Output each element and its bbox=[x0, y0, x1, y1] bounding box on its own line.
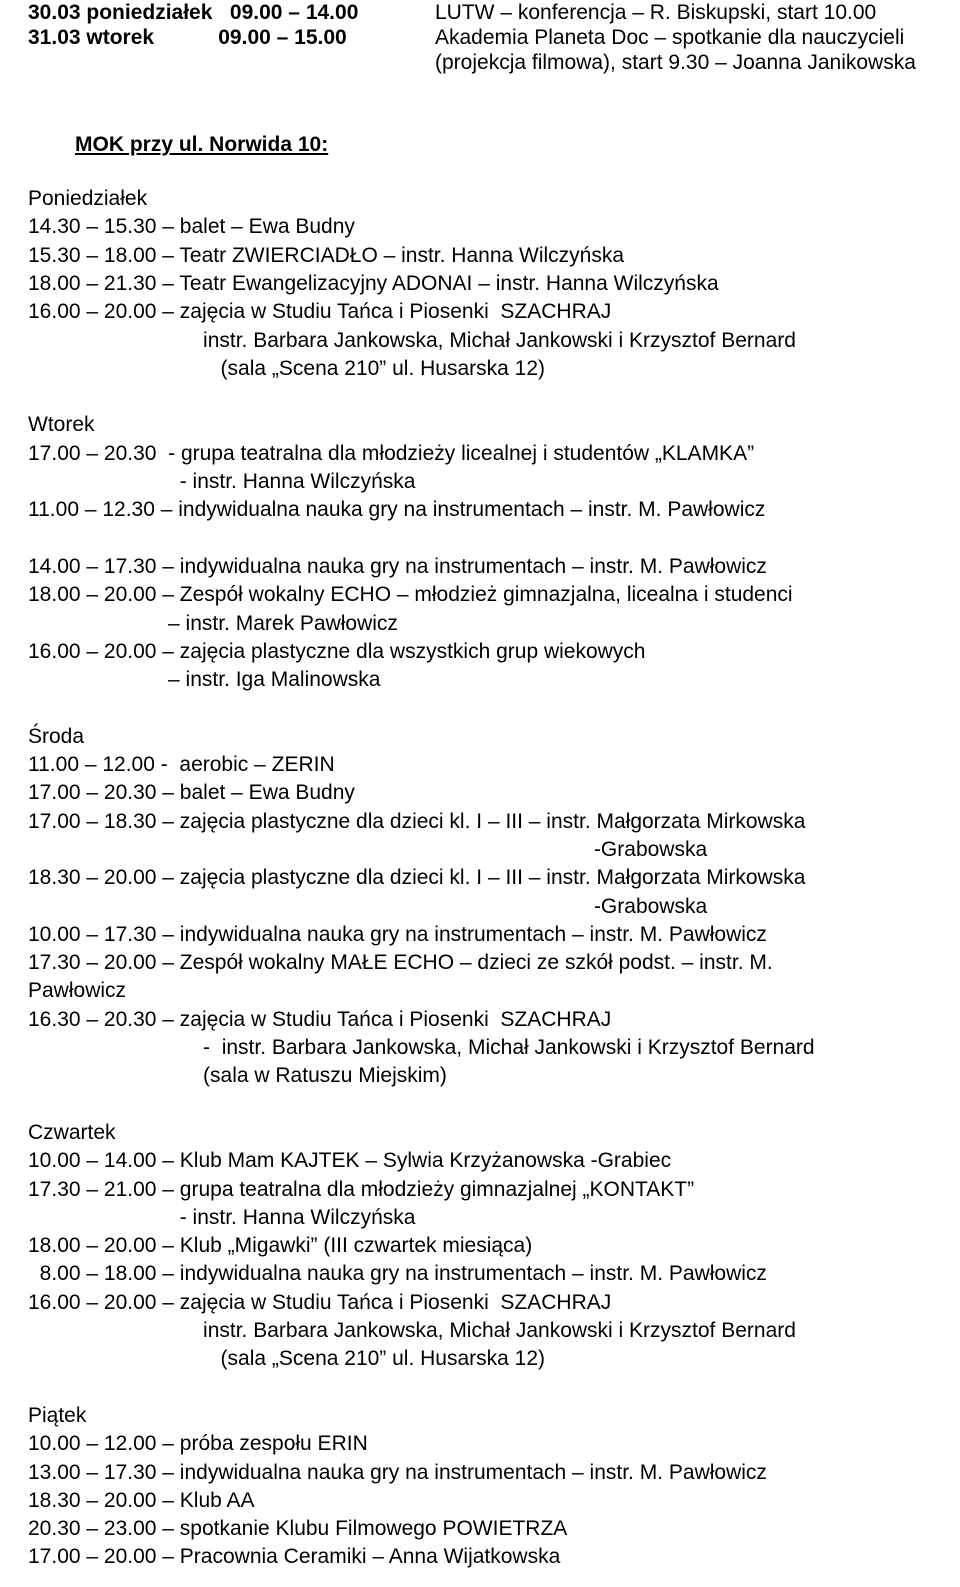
schedule-line: 18.00 – 20.00 – Zespół wokalny ECHO – młodzież gimnazjalna, licealna i studenci bbox=[28, 583, 793, 607]
schedule-line: 17.30 – 20.00 – Zespół wokalny MAŁE ECHO – dzieci ze szkół podst. – instr. M. bbox=[28, 951, 773, 975]
schedule-line: 17.30 – 21.00 – grupa teatralna dla młodzieży gimnazjalnej „KONTAKT” bbox=[28, 1177, 695, 1201]
schedule-line: 13.00 – 17.30 – indywidualna nauka gry na instrumentach – instr. M. Pawłowicz bbox=[28, 1460, 767, 1484]
schedule-line: 17.00 – 20.30 - grupa teatralna dla młodzieży licealnej i studentów „KLAMKA” bbox=[28, 441, 755, 465]
schedule-line: 10.00 – 14.00 – Klub Mam KAJTEK – Sylwia Krzyżanowska -Grabiec bbox=[28, 1149, 672, 1173]
schedule-line: - instr. Hanna Wilczyńska bbox=[28, 470, 416, 493]
schedule-line: Wtorek bbox=[28, 413, 95, 437]
schedule-line: 17.00 – 20.30 – balet – Ewa Budny bbox=[28, 781, 355, 805]
schedule-line: 10.00 – 12.00 – próba zespołu ERIN bbox=[28, 1432, 368, 1456]
schedule-line: 14.30 – 15.30 – balet – Ewa Budny bbox=[28, 215, 355, 239]
schedule-line: Poniedziałek bbox=[28, 187, 148, 210]
schedule-line: 16.00 – 20.00 – zajęcia w Studiu Tańca i Piosenki SZACHRAJ bbox=[28, 300, 612, 324]
schedule-line: (sala „Scena 210” ul. Husarska 12) bbox=[28, 356, 546, 380]
schedule-line: 18.00 – 20.00 – Klub „Migawki” (III czwartek miesiąca) bbox=[28, 1234, 533, 1258]
schedule-line: – instr. Iga Malinowska bbox=[28, 668, 381, 692]
header-row-2-date: 31.03 wtorek 09.00 – 15.00 bbox=[28, 26, 347, 49]
schedule-line: - instr. Hanna Wilczyńska bbox=[28, 1205, 416, 1229]
schedule-line: 18.30 – 20.00 – zajęcia plastyczne dla dzieci kl. I – III – instr. Małgorzata Mirkowska bbox=[28, 866, 806, 890]
header-continuation: (projekcja filmowa), start 9.30 – Joanna Janikowska bbox=[435, 51, 916, 74]
schedule-line: (sala „Scena 210” ul. Husarska 12) bbox=[28, 1347, 546, 1371]
schedule-line: 8.00 – 18.00 – indywidualna nauka gry na instrumentach – instr. M. Pawłowicz bbox=[28, 1262, 767, 1286]
header-row-1-date: 30.03 poniedziałek 09.00 – 14.00 bbox=[28, 1, 359, 24]
header-row-1-desc: LUTW – konferencja – R. Biskupski, start 10.00 bbox=[435, 1, 877, 24]
schedule-line: Środa bbox=[28, 724, 85, 748]
schedule-line: Pawłowicz bbox=[28, 979, 127, 1003]
schedule-line: 17.00 – 18.30 – zajęcia plastyczne dla dzieci kl. I – III – instr. Małgorzata Mirkowska bbox=[28, 809, 806, 833]
schedule-line: Czwartek bbox=[28, 1120, 116, 1144]
schedule-line: - instr. Barbara Jankowska, Michał Jankowski i Krzysztof Bernard bbox=[28, 1036, 815, 1059]
venue-heading: MOK przy ul. Norwida 10: bbox=[75, 133, 329, 156]
schedule-line: -Grabowska bbox=[28, 894, 708, 918]
schedule-line: 11.00 – 12.30 – indywidualna nauka gry na instrumentach – instr. M. Pawłowicz bbox=[28, 498, 766, 522]
schedule-line: 16.00 – 20.00 – zajęcia w Studiu Tańca i Piosenki SZACHRAJ bbox=[28, 1290, 612, 1314]
schedule-line: 17.00 – 20.00 – Pracownia Ceramiki – Anna Wijatkowska bbox=[28, 1545, 561, 1569]
schedule-line: instr. Barbara Jankowska, Michał Jankowski i Krzysztof Bernard bbox=[28, 1319, 796, 1342]
schedule-line: 18.30 – 20.00 – Klub AA bbox=[28, 1488, 255, 1512]
schedule-line: -Grabowska bbox=[28, 837, 708, 861]
schedule-line: – instr. Marek Pawłowicz bbox=[28, 611, 398, 635]
schedule-line: 14.00 – 17.30 – indywidualna nauka gry na instrumentach – instr. M. Pawłowicz bbox=[28, 554, 767, 578]
schedule-line: 11.00 – 12.00 - aerobic – ZERIN bbox=[28, 753, 335, 776]
schedule-line: 20.30 – 23.00 – spotkanie Klubu Filmowego POWIETRZA bbox=[28, 1517, 568, 1541]
schedule-line: 16.30 – 20.30 – zajęcia w Studiu Tańca i Piosenki SZACHRAJ bbox=[28, 1007, 612, 1031]
schedule-line: 16.00 – 20.00 – zajęcia plastyczne dla wszystkich grup wiekowych bbox=[28, 639, 646, 663]
schedule-line: instr. Barbara Jankowska, Michał Jankowski i Krzysztof Bernard bbox=[28, 328, 796, 352]
header-row-2-desc: Akademia Planeta Doc – spotkanie dla nauczycieli bbox=[435, 26, 905, 49]
schedule-line: 10.00 – 17.30 – indywidualna nauka gry na instrumentach – instr. M. Pawłowicz bbox=[28, 922, 767, 946]
schedule-line: (sala w Ratuszu Miejskim) bbox=[28, 1064, 447, 1088]
schedule-line: Piątek bbox=[28, 1403, 87, 1427]
schedule-line: 18.00 – 21.30 – Teatr Ewangelizacyjny ADONAI – instr. Hanna Wilczyńska bbox=[28, 271, 719, 295]
schedule-line: 15.30 – 18.00 – Teatr ZWIERCIADŁO – instr. Hanna Wilczyńska bbox=[28, 243, 625, 267]
